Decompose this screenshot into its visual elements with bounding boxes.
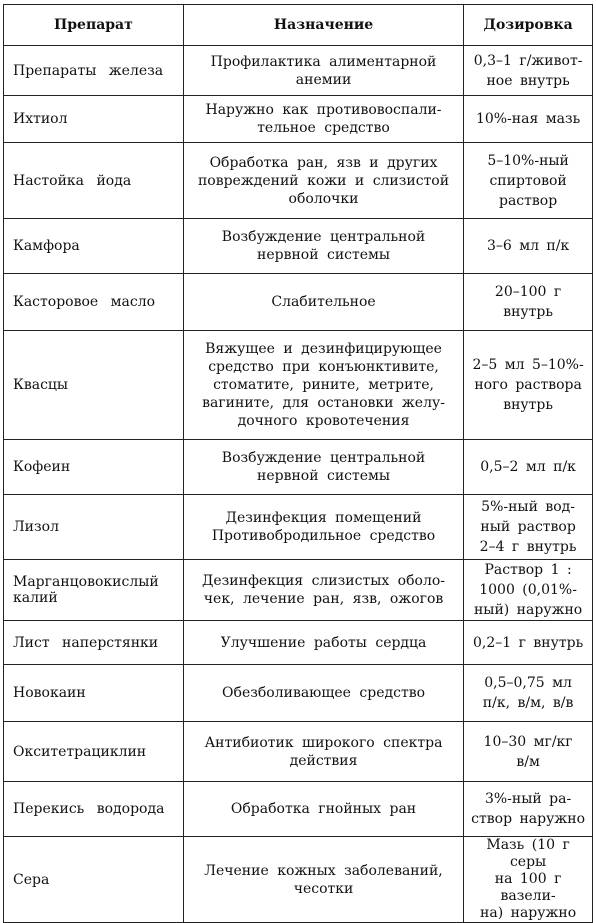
cell-dose: 5%-ный вод- ный раствор 2–4 г внутрь	[464, 495, 593, 560]
cell-dose: 0,3–1 г/живот- ное внутрь	[464, 46, 593, 96]
table-row	[4, 782, 593, 837]
table-row	[4, 837, 593, 923]
cell-dose: 10%-ная мазь	[464, 96, 593, 143]
cell-purpose: Вяжущее и дезинфицирующее средство при конъюнктивите, стоматите, рините, метрите, вагините, для остановки желу- дочного кровотечения	[183, 331, 463, 440]
table-row	[4, 143, 593, 219]
cell-purpose: Профилактика алиментарной анемии	[183, 46, 463, 96]
cell-purpose: Обработка гнойных ран	[183, 782, 463, 837]
cell-purpose: Слабительное	[183, 274, 463, 331]
cell-drug: Сера	[4, 837, 184, 923]
table-row	[4, 96, 593, 143]
cell-dose: 5–10%-ный спиртовой раствор	[464, 143, 593, 219]
cell-drug: Марганцовокислый калий	[4, 560, 184, 621]
cell-drug: Препараты железа	[4, 46, 184, 96]
cell-dose: Мазь (10 г серы на 100 г вазели- на) наружно	[464, 837, 593, 923]
drug-table	[3, 4, 593, 923]
table-row	[4, 331, 593, 440]
cell-dose: 10–30 мг/кг в/м	[464, 722, 593, 782]
cell-dose: 0,5–2 мл п/к	[464, 440, 593, 495]
cell-drug: Настойка йода	[4, 143, 184, 219]
cell-drug: Лизол	[4, 495, 184, 560]
cell-drug: Лист наперстянки	[4, 621, 184, 665]
header-purpose: Назначение	[183, 5, 463, 46]
cell-dose: 20–100 г внутрь	[464, 274, 593, 331]
cell-dose: 3–6 мл п/к	[464, 219, 593, 274]
header-dose: Дозировка	[464, 5, 593, 46]
cell-purpose: Антибиотик широкого спектра действия	[183, 722, 463, 782]
cell-drug: Окситетрациклин	[4, 722, 184, 782]
cell-purpose: Обезболивающее средство	[183, 665, 463, 722]
table-row	[4, 219, 593, 274]
cell-purpose: Возбуждение центральной нервной системы	[183, 440, 463, 495]
table-row	[4, 621, 593, 665]
cell-drug: Камфора	[4, 219, 184, 274]
table-row	[4, 495, 593, 560]
cell-drug: Касторовое масло	[4, 274, 184, 331]
cell-dose: 2–5 мл 5–10%- ного раствора внутрь	[464, 331, 593, 440]
table-row	[4, 722, 593, 782]
cell-drug: Перекись водорода	[4, 782, 184, 837]
table-row	[4, 46, 593, 96]
cell-purpose: Дезинфекция слизистых оболо- чек, лечение ран, язв, ожогов	[183, 560, 463, 621]
table-header-row	[4, 5, 593, 46]
cell-drug: Ихтиол	[4, 96, 184, 143]
cell-purpose: Возбуждение центральной нервной системы	[183, 219, 463, 274]
cell-purpose: Улучшение работы сердца	[183, 621, 463, 665]
cell-dose: 0,2–1 г внутрь	[464, 621, 593, 665]
cell-drug: Новокаин	[4, 665, 184, 722]
table-row	[4, 440, 593, 495]
cell-drug: Квасцы	[4, 331, 184, 440]
table-row	[4, 560, 593, 621]
cell-dose: Раствор 1 : 1000 (0,01%- ный) наружно	[464, 560, 593, 621]
cell-drug: Кофеин	[4, 440, 184, 495]
table-row	[4, 274, 593, 331]
cell-purpose: Обработка ран, язв и других повреждений кожи и слизистой оболочки	[183, 143, 463, 219]
table-row	[4, 665, 593, 722]
cell-purpose: Дезинфекция помещений Противобродильное средство	[183, 495, 463, 560]
cell-purpose: Наружно как противовоспали- тельное средство	[183, 96, 463, 143]
cell-dose: 0,5–0,75 мл п/к, в/м, в/в	[464, 665, 593, 722]
header-drug: Препарат	[4, 5, 184, 46]
cell-dose: 3%-ный ра- створ наружно	[464, 782, 593, 837]
cell-purpose: Лечение кожных заболеваний, чесотки	[183, 837, 463, 923]
